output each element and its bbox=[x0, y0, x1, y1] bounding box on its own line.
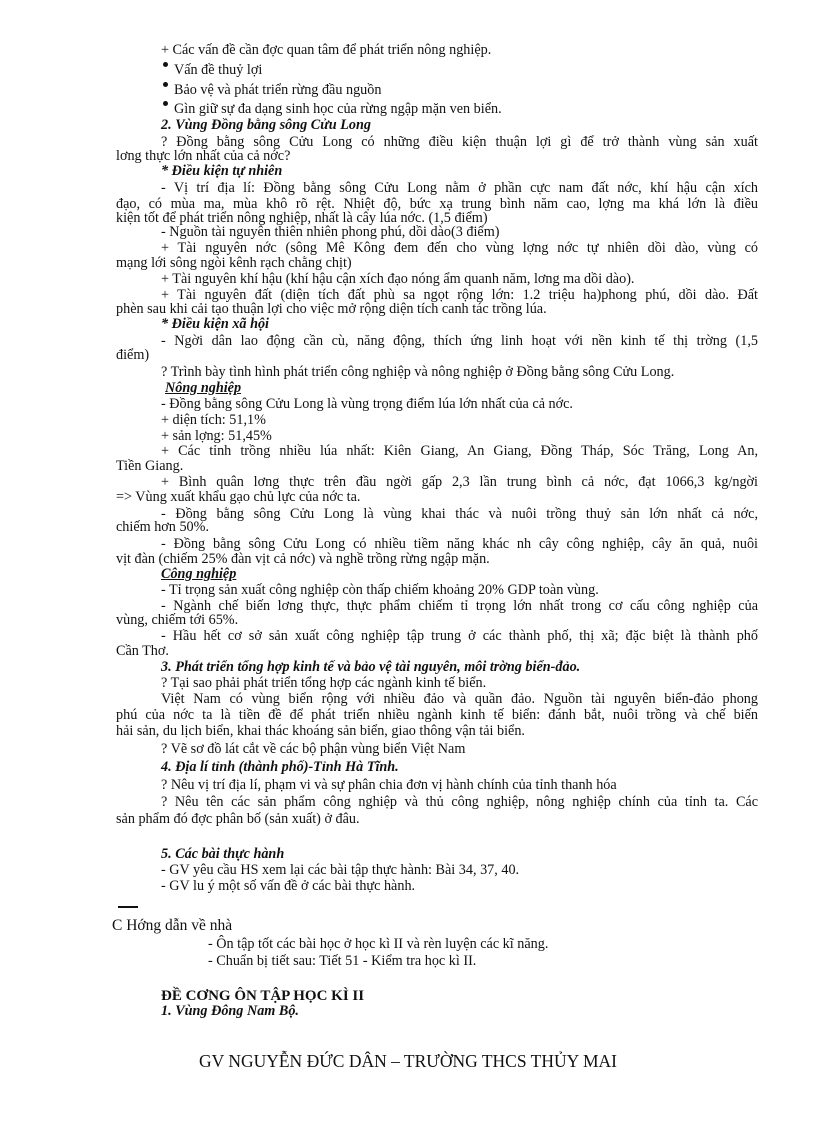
text-line: + Tài nguyên khí hậu (khí hậu cận xích đạo nóng ẩm quanh năm, lơng ma dồi dào). bbox=[161, 271, 635, 287]
bullet-dot bbox=[163, 62, 168, 67]
text-line: ? Trình bày tình hình phát triển công nghiệp và nông nghiệp ở Đồng bằng sông Cửu Long. bbox=[161, 364, 675, 380]
text-line: - Ôn tập tốt các bài học ở học kì II và rèn luyện các kĩ năng. bbox=[208, 936, 549, 952]
text-line: lơng thực lớn nhất của cả nớc? bbox=[116, 148, 291, 164]
text-line: + Tài nguyên nớc (sông Mê Kông đem đến cho vùng lợng nớc tự nhiên dồi dào, vùng có bbox=[161, 240, 758, 256]
text-line: vịt đàn (chiếm 25% đàn vịt cả nớc) và nghề trồng rừng ngập mặn. bbox=[116, 551, 490, 567]
subheading: Nông nghiệp bbox=[165, 380, 242, 396]
bullet-item: Bảo vệ và phát triển rừng đầu nguồn bbox=[174, 82, 382, 98]
text-line: ? Tại sao phải phát triển tổng hợp các ngành kinh tế biển. bbox=[161, 675, 487, 691]
text-line: + Các vấn đề cần đợc quan tâm để phát triển nông nghiệp. bbox=[161, 42, 492, 58]
text-line: kiện tốt để phát triển nông nghiệp, nhất là cây lúa nớc. (1,5 điểm) bbox=[116, 210, 488, 226]
homework-heading: C Hớng dẫn về nhà bbox=[112, 917, 233, 934]
short-rule bbox=[118, 906, 138, 908]
bullet-item: Gìn giữ sự đa dạng sinh học của rừng ngập mặn ven biển. bbox=[174, 101, 502, 117]
subheading: Công nghiệp bbox=[161, 566, 237, 582]
text-line: vùng, chiếm tới 65%. bbox=[116, 612, 239, 628]
text-line: sản phẩm đó đợc phân bố (sản xuất) ở đâu. bbox=[116, 811, 360, 827]
text-line: + Các tỉnh trồng nhiều lúa nhất: Kiên Giang, An Giang, Đồng Tháp, Sóc Trăng, Long An, bbox=[161, 443, 758, 459]
text-line: Việt Nam có vùng biển rộng với nhiều đảo và quần đảo. Nguồn tài nguyên biển-đảo phong bbox=[161, 691, 758, 707]
section-heading: 2. Vùng Đồng bằng sông Cửu Long bbox=[161, 117, 371, 133]
text-line: + diện tích: 51,1% bbox=[161, 412, 266, 428]
outline-title: ĐỀ CƠNG ÔN TẬP HỌC KÌ II bbox=[161, 988, 365, 1004]
section-heading: 4. Địa lí tỉnh (thành phố)-Tỉnh Hà Tĩnh. bbox=[161, 759, 399, 775]
text-line: Cần Thơ. bbox=[116, 643, 169, 659]
page-footer: GV NGUYỄN ĐỨC DÂN – TRƯỜNG THCS THỦY MAI bbox=[198, 1051, 617, 1071]
text-line: + Tài nguyên đất (diện tích đất phù sa ngọt rộng lớn: 1.2 triệu ha)phong phú, dồi dào. Đất bbox=[161, 287, 758, 303]
text-line: ? Vẽ sơ đồ lát cắt về các bộ phận vùng biển Việt Nam bbox=[161, 741, 466, 757]
text-line: ? Nêu vị trí địa lí, phạm vi và sự phân chia đơn vị hành chính của tỉnh thanh hóa bbox=[161, 777, 617, 793]
section-heading: 3. Phát triển tổng hợp kinh tế và bảo vệ tài nguyên, môi trờng biển-đảo. bbox=[161, 659, 581, 675]
text-line: chiếm hơn 50%. bbox=[116, 519, 210, 535]
text-line: - Đồng bằng sông Cửu Long có nhiều tiềm năng khác nh cây công nghiệp, cây ăn quả, nuôi bbox=[161, 536, 758, 552]
text-line: phèn sau khi cải tạo thuận lợi cho việc mở rộng diện tích canh tác trồng lúa. bbox=[116, 301, 547, 317]
text-line: ? Nêu tên các sản phẩm công nghiệp và thủ công nghiệp, nông nghiệp chính của tỉnh ta. Các bbox=[161, 794, 758, 810]
text-line: - Ngời dân lao động cần cù, năng động, thích ứng linh hoạt với nền kinh tế thị trờng (1,5 bbox=[161, 333, 758, 349]
bullet-dot bbox=[163, 82, 168, 87]
text-line: - Tỉ trọng sản xuất công nghiệp còn thấp chiếm khoảng 20% GDP toàn vùng. bbox=[161, 582, 599, 598]
text-line: - GV lu ý một số vấn đề ở các bài thực hành. bbox=[161, 878, 416, 894]
text-line: - Ngành chế biến lơng thực, thực phẩm chiếm tỉ trọng lớn nhất trong cơ cấu công nghiệp của bbox=[161, 598, 758, 614]
text-line: - GV yêu cầu HS xem lại các bài tập thực hành: Bài 34, 37, 40. bbox=[161, 862, 520, 878]
text-line: đạo, có mùa ma, mùa khô rõ rệt. Nhiệt độ, bức xạ trung bình năm cao, lợng ma khá lớn là điều bbox=[116, 196, 758, 212]
text-line: => Vùng xuất khẩu gạo chủ lực của nớc ta. bbox=[116, 489, 361, 505]
text-line: hải sản, du lịch biển, khai thác khoáng sản biển, giao thông vận tải biển. bbox=[116, 723, 525, 739]
outline-item: 1. Vùng Đông Nam Bộ. bbox=[161, 1003, 299, 1019]
section-heading: 5. Các bài thực hành bbox=[161, 846, 285, 862]
text-line: - Đồng bằng sông Cửu Long là vùng khai thác và nuôi trồng thuỷ sản lớn nhất cả nớc, bbox=[161, 506, 758, 522]
text-line: - Nguồn tài nguyên thiên nhiên phong phú, dồi dào(3 điểm) bbox=[161, 224, 500, 240]
text-line: - Chuẩn bị tiết sau: Tiết 51 - Kiểm tra học kì II. bbox=[208, 953, 477, 969]
bullet-dot bbox=[163, 101, 168, 106]
text-line: ? Đồng bằng sông Cửu Long có những điều kiện thuận lợi gì để trở thành vùng sản xuất bbox=[161, 134, 758, 150]
text-line: Tiền Giang. bbox=[116, 458, 184, 474]
text-line: phú của nớc ta là tiền đề để phát triển nhiều ngành kinh tế biển: đánh bắt, nuôi trồng và chế biến bbox=[116, 707, 758, 723]
text-line: + sản lợng: 51,45% bbox=[161, 428, 272, 444]
text-line: điểm) bbox=[116, 347, 150, 363]
bullet-item: Vấn đề thuỷ lợi bbox=[174, 62, 263, 78]
subheading: * Điều kiện tự nhiên bbox=[161, 163, 283, 179]
text-line: - Hầu hết cơ sở sản xuất công nghiệp tập trung ở các thành phố, thị xã; đặc biệt là thành phố bbox=[161, 628, 758, 644]
text-line: + Bình quân lơng thực trên đầu ngời gấp 2,3 lần trung bình cả nớc, đạt 1066,3 kg/ngời bbox=[161, 474, 758, 490]
text-line: - Đồng bằng sông Cửu Long là vùng trọng điểm lúa lớn nhất của cả nớc. bbox=[161, 396, 573, 412]
text-line: - Vị trí địa lí: Đồng bằng sông Cửu Long nằm ở phần cực nam đất nớc, khí hậu cận xích bbox=[161, 180, 758, 196]
text-line: mạng lới sông ngòi kênh rạch chằng chịt) bbox=[116, 255, 352, 271]
subheading: * Điều kiện xã hội bbox=[161, 316, 269, 332]
